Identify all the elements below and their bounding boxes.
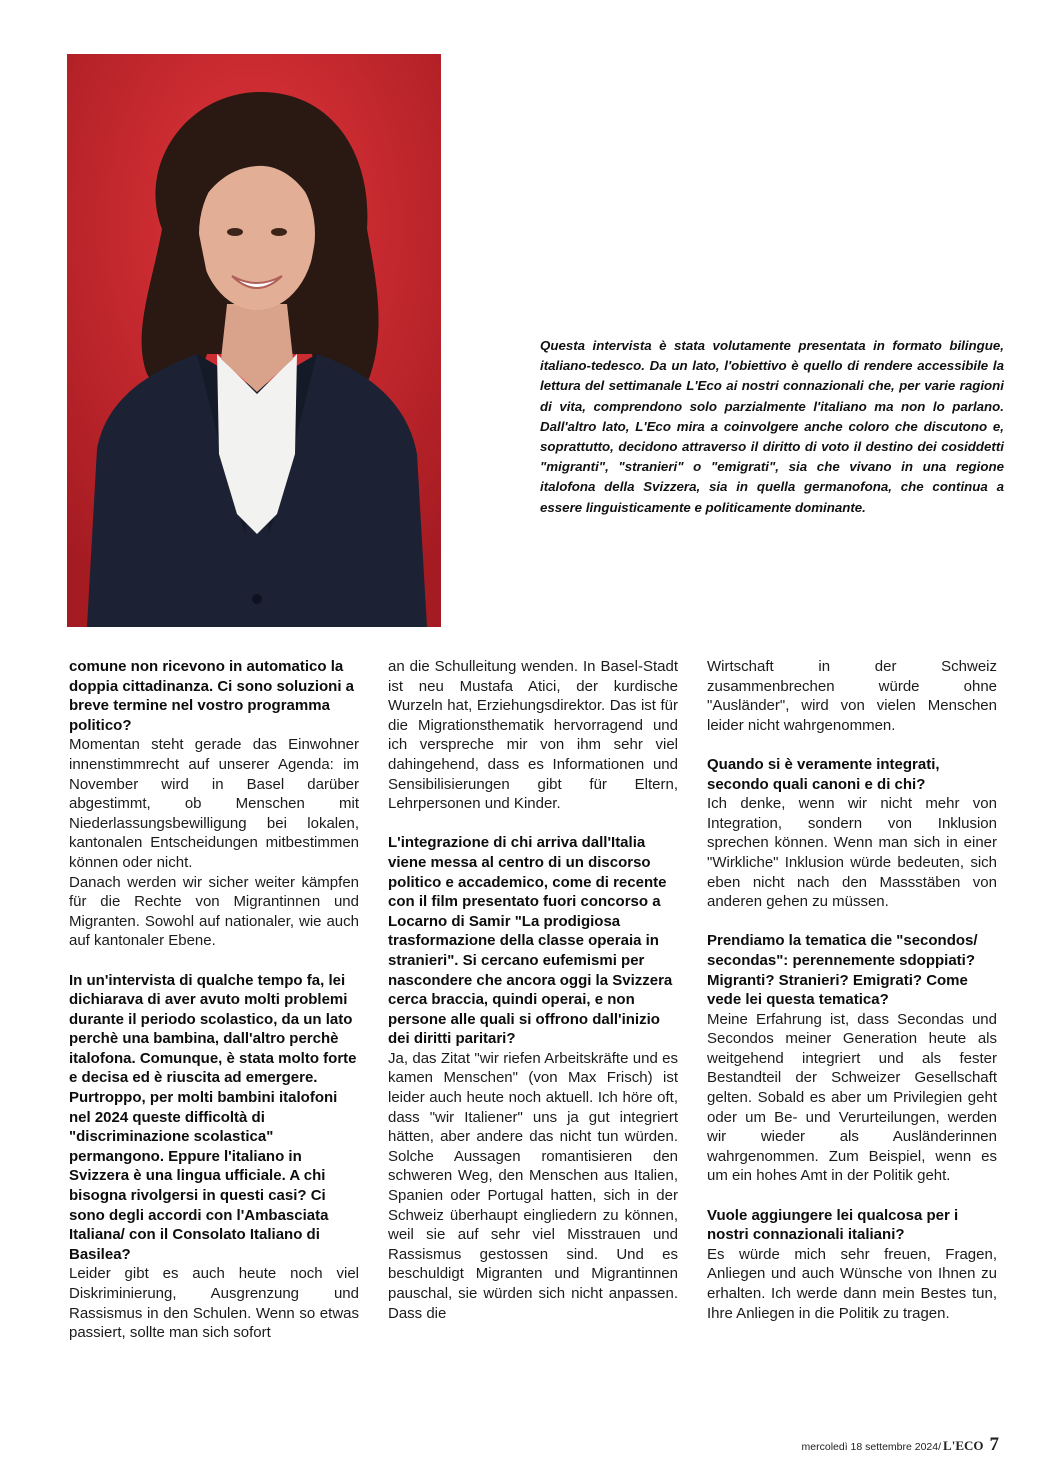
answer-text: Ja, das Zitat "wir riefen Arbeitskräfte und es kamen Menschen" (von Max Frisch) ist leider auch heute noch aktuell. Ich höre oft, dass "wir Italiener" uns ja gut integriert hätten, aber andere das nicht tun würden. Solche Aussagen romantisieren den schweren Weg, den Menschen aus Italien, Spanien oder Portugal hatten, sich in der Schweiz überhaupt eingliedern zu können, weil sie auf sehr viel Misstrauen und Rassismus gestossen sind. Und es beschuldigt Migranten und Migrantinnen pauschal, sie würden sich nicht anpassen. Dass die xyxy=(388,1049,678,1322)
answer-text: Ich denke, wenn wir nicht mehr von Integration, sondern von Inklusion sprechen können. Wenn man sich in einer "Wirkliche" Inklusion würde bedeuten, sich eben nicht nach den Massstäben von anderen gehen zu müssen. xyxy=(707,795,997,911)
portrait-illustration xyxy=(67,54,441,627)
answer-text: Danach werden wir sicher weiter kämpfen für die Rechte von Migrantinnen und Migranten. Sowohl auf nationaler, wie auch auf kantonaler Ebene. xyxy=(69,873,359,950)
question-text: L'integrazione di chi arriva dall'Italia viene messa al centro di un discorso politico e accademico, come di recente con il film presentato fuori concorso a Locarno di Samir "La prodigiosa trasformazione della classe operaia in stranieri". Si cercano eufemismi per nascondere che ancora oggi la Svizzera cerca braccia, quindi operai, e non persone alle quali si offrono dall'inizio dei diritti paritari? xyxy=(388,834,673,1048)
intro-note: Questa intervista è stata volutamente presentata in formato bilingue, italiano-tedesco. Da un lato, l'obiettivo è quello di rendere accessibile la lettura del settimanale L'Eco ai nostri connazionali che, per varie ragioni di vita, comprendono solo parzialmente l'italiano ma non lo parlano. Dall'altro lato, L'Eco mira a coinvolgere anche coloro che discutono e, soprattutto, decidono attraverso il diritto di voto il destino dei cosiddetti "migranti", "stranieri" o "emigrati", sia che vivano in una regione italofona della Svizzera, sia in quella germanofona, che continua a essere linguisticamente e politicamente dominante. xyxy=(540,338,1004,515)
page-number: 7 xyxy=(989,1434,999,1455)
question-text: In un'intervista di qualche tempo fa, lei dichiarava di aver avuto molti problemi durante il periodo scolastico, da un lato perchè una bambina, dall'altro perchè italofona. Comunque, è stata molto forte e decisa ed è riuscita ad emergere. Purtroppo, per molti bambini italofoni nel 2024 queste difficoltà di "discriminazione scolastica" permangono. Eppure l'italiano in Svizzera è una lingua ufficiale. A chi bisogna rivolgersi in questi casi? Ci sono degli accordi con l'Ambasciata Italiana/ con il Consolato Italiano di Basilea? xyxy=(69,971,357,1263)
footer-brand: L'ECO xyxy=(943,1438,984,1453)
article-column-3 xyxy=(707,657,997,1323)
answer-text: Leider gibt es auch heute noch viel Diskriminierung, Ausgrenzung und Rassismus in den Schulen. Wenn so etwas passiert, sollte man sich sofort xyxy=(69,1265,359,1342)
article-column-1 xyxy=(69,657,359,1343)
answer-text: Meine Erfahrung ist, dass Secondas und Secondos meiner Generation heute als weitgehend integriert und als fester Bestandteil der Schweizer Gesellschaft gelten. Sobald es aber um Privilegien geht oder um Be- und Verurteilungen, werden wir wieder als Ausländerinnen wahrgenommen. Zum Beispiel, wenn es um ein hohes Amt in der Politik geht. xyxy=(707,1010,997,1185)
question-text: Prendiamo la tematica die "secondos/ secondas": perennemente sdoppiati? Migranti? Stranieri? Emigrati? Come vede lei questa tematica? xyxy=(707,932,978,1009)
answer-text: Momentan steht gerade das Einwohner innenstimmrecht auf unserer Agenda: im November wird in Basel darüber abgestimmt, ob Menschen mit Niederlassungsbewilligung bei lokalen, kantonalen Entscheidungen mitbestimmen können oder nicht. xyxy=(69,736,359,871)
article-column-2 xyxy=(388,657,678,1323)
question-text: comune non ricevono in automatico la doppia cittadinanza. Ci sono soluzioni a breve termine nel vostro programma politico? xyxy=(69,658,355,734)
page-footer xyxy=(802,1434,999,1456)
question-text: Quando si è veramente integrati, secondo quali canoni e di chi? xyxy=(707,755,940,793)
footer-date: mercoledì 18 settembre 2024/ xyxy=(801,1441,942,1453)
portrait-photo xyxy=(67,54,441,627)
answer-text: Wirtschaft in der Schweiz zusammenbrechen würde ohne "Ausländer", wird von vielen Menschen leider nicht wahrgenommen. xyxy=(707,658,997,734)
answer-text: an die Schulleitung wenden. In Basel-Stadt ist neu Mustafa Atici, der kurdische Wurzeln hat, Erziehungsdirektor. Das ist für die Migrationsthematik hervorragend und ich verspreche mir von ihm sehr viel dahingehend, dass es Informationen und Sensibilisierungen gibt für Eltern, Lehrpersonen und Kinder. xyxy=(388,658,678,813)
answer-text: Es würde mich sehr freuen, Fragen, Anliegen und auch Wünsche von Ihnen zu erhalten. Ich werde dann mein Bestes tun, Ihre Anliegen in die Politik zu tragen. xyxy=(707,1245,997,1322)
question-text: Vuole aggiungere lei qualcosa per i nostri connazionali italiani? xyxy=(707,1206,959,1244)
